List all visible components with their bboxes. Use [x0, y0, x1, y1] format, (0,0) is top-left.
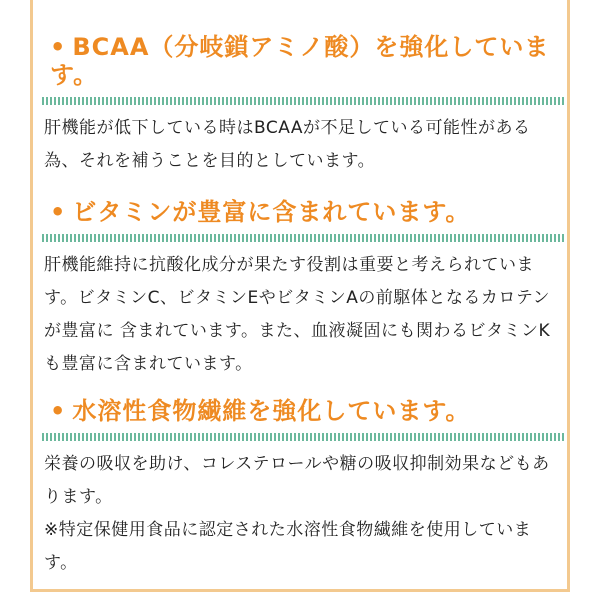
section-heading-text: BCAA（分岐鎖アミノ酸）を強化しています。 — [50, 33, 550, 89]
section-heading — [42, 397, 564, 425]
section-heading-text: ビタミンが豊富に含まれています。 — [72, 198, 471, 226]
section-heading — [42, 33, 564, 89]
heading-divider — [42, 234, 564, 242]
bullet-icon: • — [50, 33, 67, 61]
section-paragraph: 栄養の吸収を助け、コレステロールや糖の吸収抑制効果などもあります。 — [44, 454, 550, 507]
feature-section-fiber — [42, 397, 564, 580]
section-note: ※特定保健用食品に認定された水溶性食物繊維を使用しています。 — [44, 520, 532, 573]
bullet-icon: • — [50, 198, 67, 226]
heading-divider — [42, 433, 564, 441]
bullet-icon: • — [50, 397, 67, 425]
feature-section-vitamins — [42, 198, 564, 381]
section-paragraph: 肝機能維持に抗酸化成分が果たす役割は重要と考えられています。ビタミンC、ビタミンEやビタミンAの前駆体となるカロテンが豊富に 含まれています。また、血液凝固にも関わるビタミンKも豊富に含まれています。 — [44, 255, 551, 374]
section-body — [44, 249, 564, 381]
section-heading — [42, 198, 564, 226]
section-paragraph: 肝機能が低下している時はBCAAが不足している可能性がある為、それを補うことを目的としています。 — [44, 118, 531, 171]
section-body — [44, 448, 564, 580]
heading-divider — [42, 97, 564, 105]
section-body — [44, 112, 564, 178]
feature-section-bcaa — [42, 33, 564, 178]
section-heading-text: 水溶性食物繊維を強化しています。 — [72, 397, 471, 425]
